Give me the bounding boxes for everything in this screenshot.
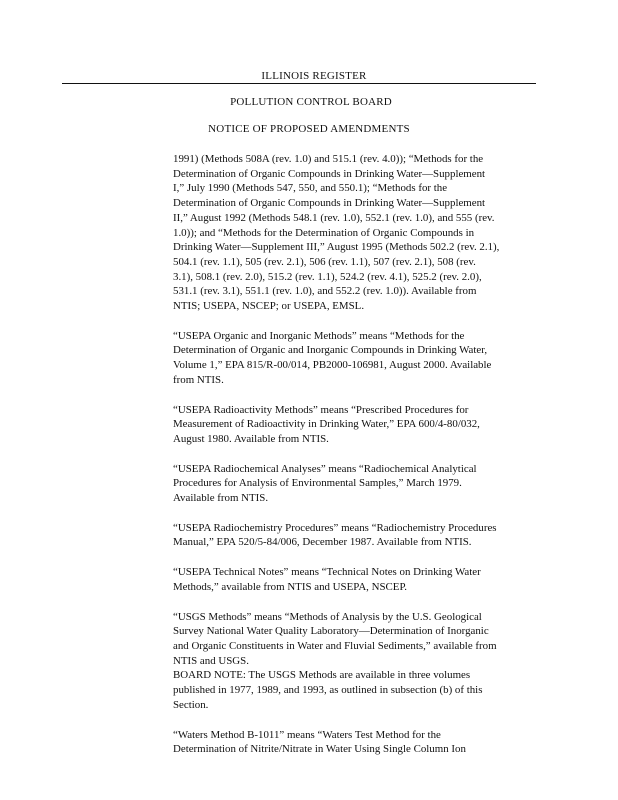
paragraph: [173, 462, 539, 506]
text-line: Procedures for Analysis of Environmental Samples,” March 1979.: [173, 477, 462, 490]
text-line: “USEPA Radiochemical Analyses” means “Radiochemical Analytical: [173, 462, 477, 475]
paragraph: [173, 610, 539, 669]
text-line: Available from NTIS.: [173, 492, 269, 505]
text-line: Volume 1,” EPA 815/R-00/014, PB2000-106981, August 2000. Available: [173, 359, 492, 372]
header-rule: [62, 83, 536, 84]
text-line: I,” July 1990 (Methods 547, 550, and 550.1); “Methods for the: [173, 182, 448, 195]
text-line: Drinking Water—Supplement III,” August 1995 (Methods 502.2 (rev. 2.1),: [173, 241, 500, 254]
document-body: [173, 152, 539, 772]
register-title: [0, 70, 618, 82]
text-line: BOARD NOTE: The USGS Methods are available in three volumes: [173, 669, 471, 682]
text-line: 1991) (Methods 508A (rev. 1.0) and 515.1 (rev. 4.0)); “Methods for the: [173, 153, 484, 165]
text-line: “USEPA Organic and Inorganic Methods” means “Methods for the: [173, 329, 465, 342]
agency-name: [0, 96, 618, 108]
text-line: Methods,” available from NTIS and USEPA, NSCEP.: [173, 580, 408, 593]
text-line: Survey National Water Quality Laboratory—Determination of Inorganic: [173, 625, 489, 638]
paragraph: [173, 152, 539, 314]
text-line: Determination of Organic Compounds in Drinking Water—Supplement: [173, 197, 486, 210]
text-line: 531.1 (rev. 3.1), 551.1 (rev. 1.0), and 552.2 (rev. 1.0)). Available from: [173, 285, 477, 298]
text-line: 504.1 (rev. 1.1), 505 (rev. 2.1), 506 (rev. 1.1), 507 (rev. 2.1), 508 (rev.: [173, 255, 476, 268]
text-line: “USEPA Technical Notes” means “Technical Notes on Drinking Water: [173, 566, 481, 579]
paragraph: [173, 728, 539, 757]
register-title-text: ILLINOIS REGISTER: [261, 70, 367, 82]
text-line: August 1980. Available from NTIS.: [173, 432, 329, 445]
paragraph: [173, 565, 539, 594]
text-line: 3.1), 508.1 (rev. 2.0), 515.2 (rev. 1.1), 524.2 (rev. 4.1), 525.2 (rev. 2.0),: [173, 270, 482, 283]
text-line: from NTIS.: [173, 373, 224, 386]
text-line: “USGS Methods” means “Methods of Analysis by the U.S. Geological: [173, 610, 482, 623]
text-line: “USEPA Radiochemistry Procedures” means “Radiochemistry Procedures: [173, 521, 497, 534]
text-line: Determination of Nitrite/Nitrate in Water Using Single Column Ion: [173, 743, 466, 756]
text-line: “USEPA Radioactivity Methods” means “Prescribed Procedures for: [173, 403, 469, 416]
text-line: II,” August 1992 (Methods 548.1 (rev. 1.0), 552.1 (rev. 1.0), and 555 (rev.: [173, 211, 495, 224]
paragraph: [173, 403, 539, 447]
text-line: published in 1977, 1989, and 1993, as outlined in subsection (b) of this: [173, 684, 483, 697]
text-line: Measurement of Radioactivity in Drinking Water,” EPA 600/4-80/032,: [173, 418, 480, 431]
paragraph: [173, 668, 539, 712]
text-line: NTIS; USEPA, NSCEP; or USEPA, EMSL.: [173, 300, 365, 313]
notice-heading: [0, 123, 618, 135]
text-line: 1.0)); and “Methods for the Determination of Organic Compounds in: [173, 226, 475, 239]
text-line: Section.: [173, 698, 209, 711]
text-line: Determination of Organic Compounds in Drinking Water—Supplement: [173, 167, 486, 180]
paragraph: [173, 521, 539, 550]
text-line: and Organic Constituents in Water and Fluvial Sediments,” available from: [173, 639, 497, 652]
agency-name-text: POLLUTION CONTROL BOARD: [230, 96, 392, 108]
text-line: “Waters Method B-1011” means “Waters Test Method for the: [173, 728, 441, 741]
text-line: Determination of Organic and Inorganic Compounds in Drinking Water,: [173, 344, 488, 357]
text-line: NTIS and USGS.: [173, 654, 249, 667]
text-line: Manual,” EPA 520/5-84/006, December 1987. Available from NTIS.: [173, 536, 472, 549]
paragraph: [173, 329, 539, 388]
notice-heading-text: NOTICE OF PROPOSED AMENDMENTS: [208, 123, 410, 135]
